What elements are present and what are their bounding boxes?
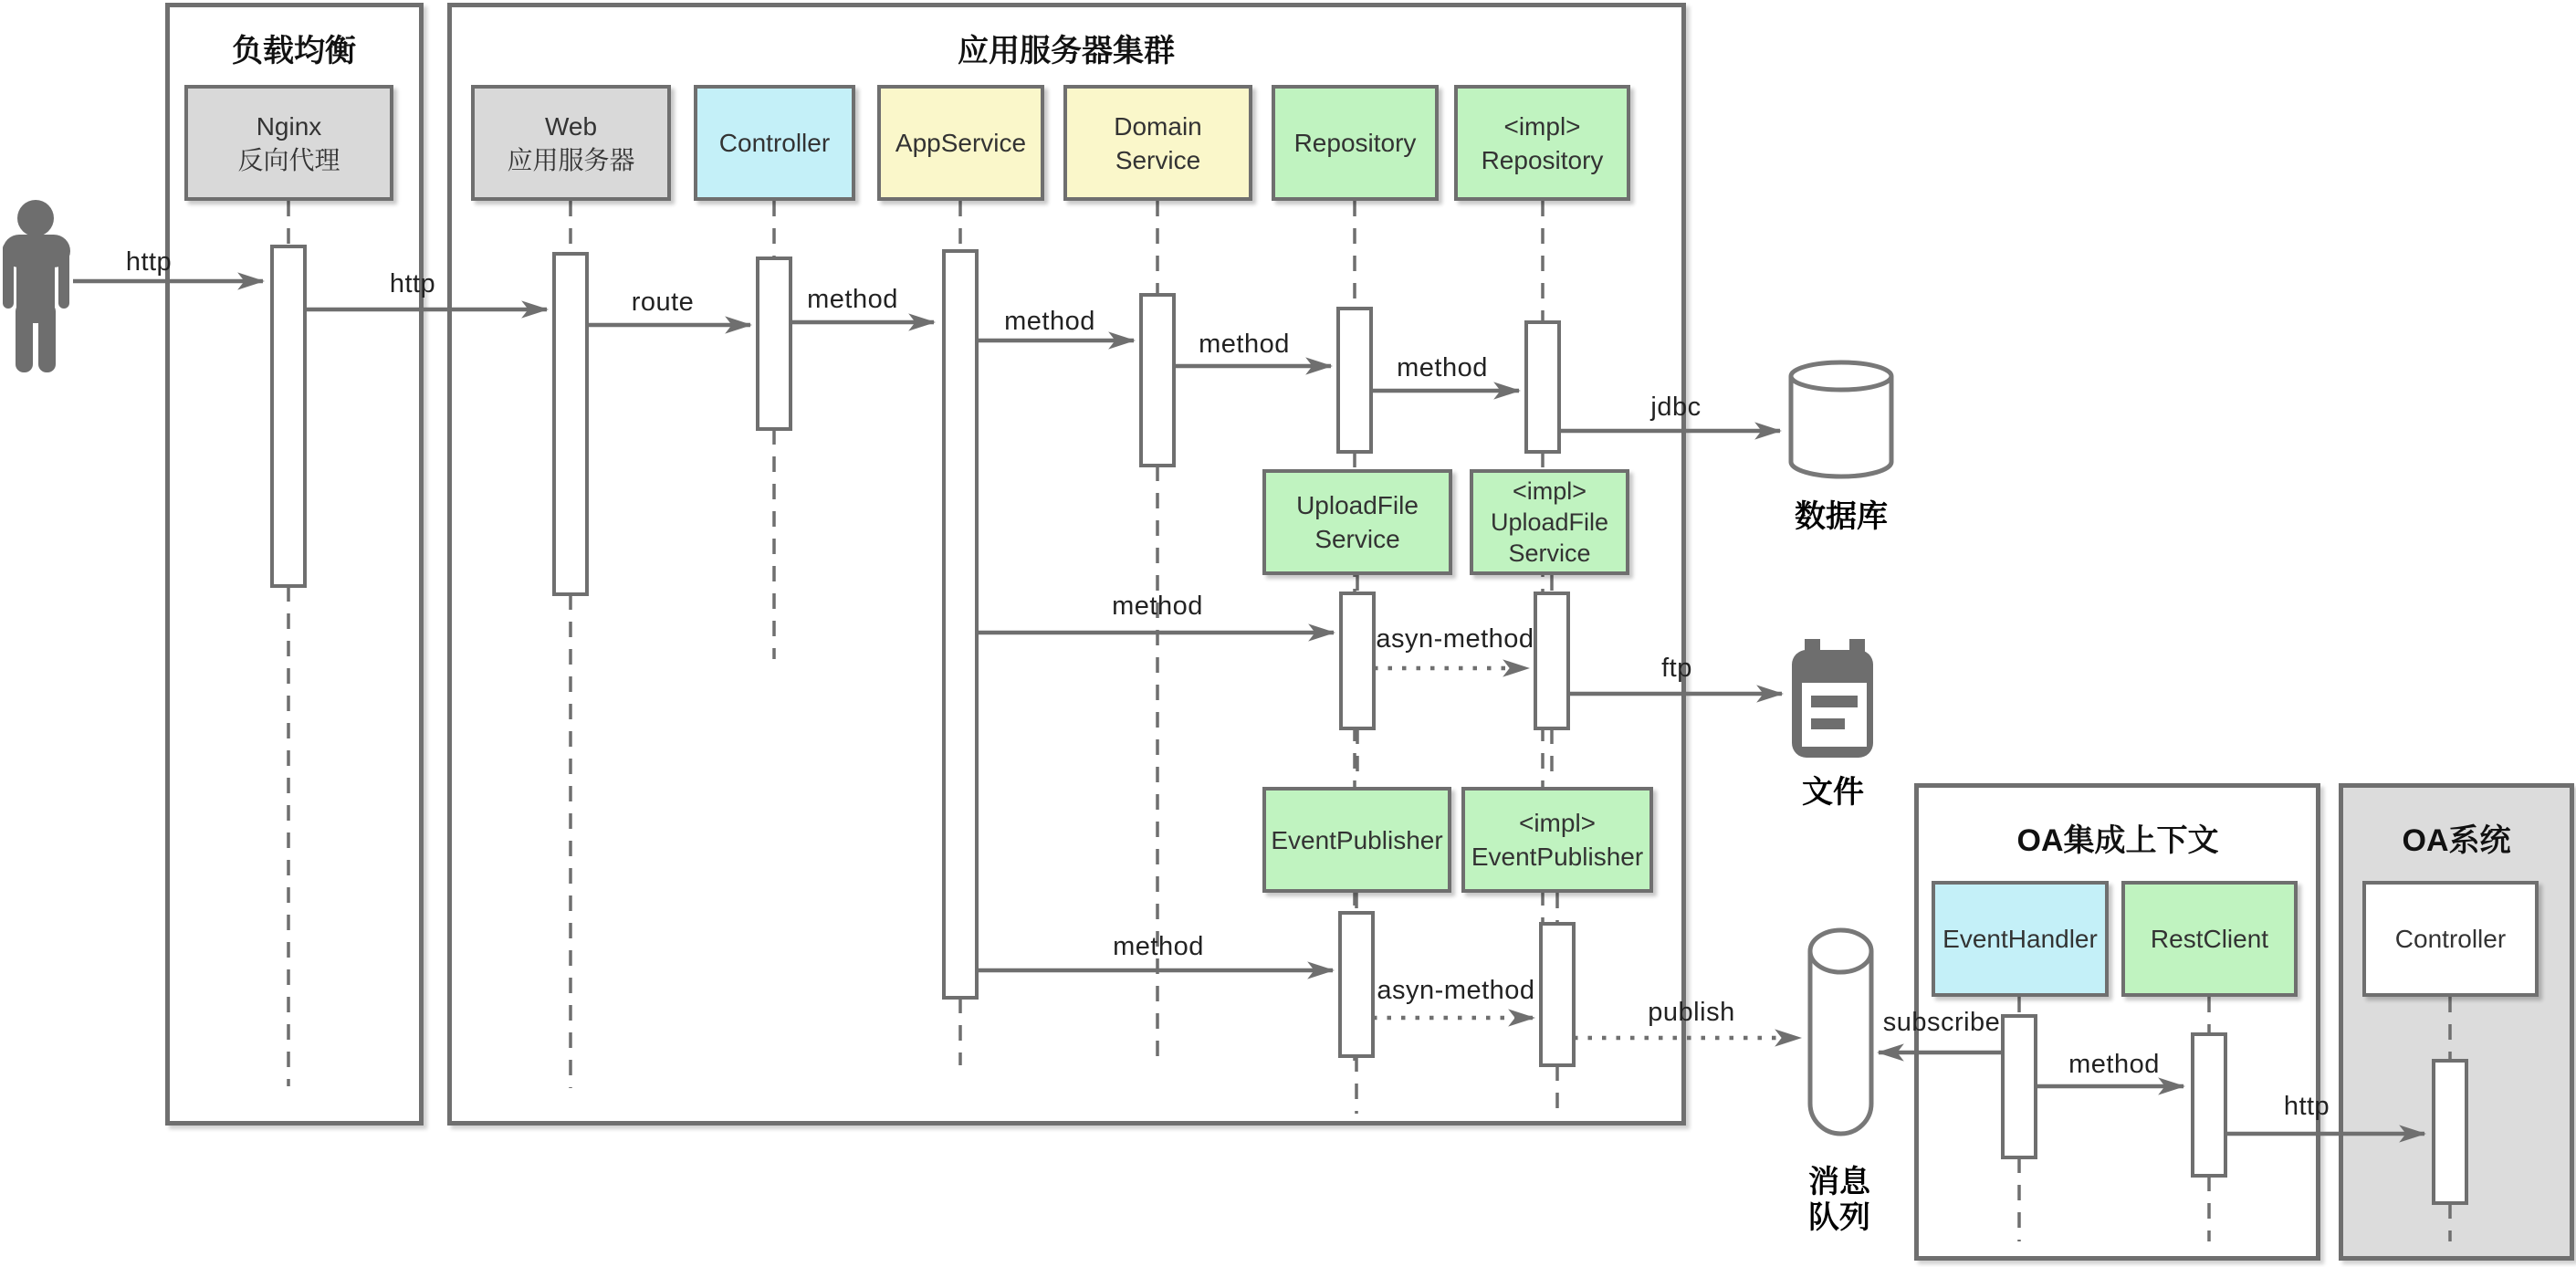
- frame-title-app-cluster: 应用服务器集群: [958, 34, 1175, 68]
- activation-repository: [1338, 309, 1371, 452]
- message-queue-label-line2: 队列: [1808, 1200, 1870, 1235]
- frame-title-oa-context: OA集成上下文: [2016, 823, 2219, 858]
- participant-oa-controller: [2362, 881, 2539, 997]
- activation-impl-eventpublisher: [1541, 924, 1574, 1065]
- database-label: 数据库: [1795, 499, 1888, 534]
- participant-impl-repository-line2: Repository: [1481, 145, 1604, 174]
- queue-cylinder-icon: [1810, 930, 1871, 1134]
- participant-impl-eventpublisher-line2: EventPublisher: [1471, 843, 1644, 871]
- activation-web: [554, 254, 587, 594]
- participant-repository-line1: Repository: [1293, 129, 1417, 157]
- message-label-ftp: ftp: [1661, 654, 1692, 683]
- participant-domain-service: [1063, 85, 1252, 201]
- activation-impl-repository: [1526, 322, 1559, 452]
- message-label-http-restclient-oa: http: [2283, 1092, 2330, 1121]
- activation-domain-service: [1141, 295, 1174, 466]
- participant-controller-line1: Controller: [718, 129, 831, 157]
- activation-impl-uploadfile: [1535, 593, 1568, 728]
- message-label-http-user-nginx: http: [125, 247, 173, 277]
- message-queue-label-line1: 消息: [1808, 1165, 1870, 1199]
- participant-eventhandler: [1932, 881, 2109, 997]
- participant-nginx: [184, 85, 393, 201]
- message-label-http-nginx-web: http: [389, 269, 436, 298]
- activation-controller: [758, 258, 791, 429]
- participant-eventpublisher-line1: EventPublisher: [1271, 825, 1443, 854]
- message-label-method-eventhandler-restclient: method: [2068, 1050, 2160, 1079]
- participant-eventpublisher: [1262, 787, 1451, 893]
- participant-uploadfile-line2: Service: [1314, 525, 1400, 553]
- participant-impl-uploadfile-line1: <impl>: [1512, 477, 1587, 505]
- participant-impl-eventpublisher-line1: <impl>: [1518, 809, 1597, 837]
- participant-repository: [1272, 85, 1439, 201]
- message-label-method-domain-repository: method: [1199, 330, 1290, 359]
- message-label-asyn-method-upload: asyn-method: [1376, 624, 1534, 654]
- message-label-route: route: [631, 288, 695, 317]
- participant-impl-uploadfile-service: [1470, 469, 1629, 575]
- participant-web-line1: Web: [544, 111, 598, 141]
- message-label-method-controller-appservice: method: [807, 285, 898, 314]
- activation-uploadfile: [1341, 593, 1374, 728]
- activation-eventhandler: [2003, 1016, 2036, 1157]
- participant-impl-uploadfile-line3: Service: [1508, 539, 1591, 567]
- frame-title-oa-system: OA系统: [2402, 823, 2511, 858]
- person-icon: [3, 200, 70, 372]
- participant-controller: [694, 85, 855, 201]
- activation-nginx: [272, 246, 305, 586]
- file-icon: [1792, 639, 1873, 758]
- participant-oa-controller-line1: Controller: [2394, 925, 2507, 953]
- message-arrows: [73, 281, 2424, 1134]
- message-label-method-appservice-domain: method: [1004, 307, 1095, 336]
- participant-domain-line1: Domain: [1114, 111, 1202, 141]
- message-label-method-appservice-uploadfile: method: [1112, 592, 1203, 621]
- participant-impl-repository: [1454, 85, 1630, 201]
- file-label: 文件: [1802, 775, 1864, 810]
- activation-appservice: [944, 251, 977, 998]
- participant-impl-eventpublisher: [1461, 787, 1653, 893]
- activation-restclient: [2193, 1034, 2225, 1176]
- database-cylinder-icon: [1791, 362, 1891, 476]
- participant-restclient-line1: RestClient: [2150, 925, 2269, 953]
- participant-eventhandler-line1: EventHandler: [1942, 925, 2098, 953]
- message-label-method-repository-impl: method: [1397, 353, 1488, 382]
- message-label-asyn-method-event: asyn-method: [1377, 976, 1535, 1005]
- participant-impl-repository-line1: <impl>: [1503, 111, 1581, 141]
- participant-nginx-line1: Nginx: [256, 111, 322, 141]
- frame-title-load-balancer: 负载均衡: [232, 34, 356, 68]
- activation-oa-controller: [2434, 1061, 2466, 1203]
- participant-uploadfile-service: [1262, 469, 1452, 575]
- participant-uploadfile-line1: UploadFile: [1296, 491, 1419, 519]
- participant-impl-uploadfile-line2: UploadFile: [1490, 508, 1609, 536]
- participant-restclient: [2121, 881, 2298, 997]
- participant-appservice: [877, 85, 1044, 201]
- participant-appservice-line1: AppService: [895, 129, 1027, 157]
- participant-web-server: [471, 85, 671, 201]
- participant-nginx-line2: 反向代理: [237, 145, 340, 174]
- message-label-jdbc: jdbc: [1650, 393, 1702, 422]
- message-label-method-appservice-eventpublisher: method: [1113, 932, 1204, 961]
- participant-web-line2: 应用服务器: [507, 145, 635, 174]
- message-label-subscribe: subscribe: [1882, 1008, 2001, 1037]
- message-label-publish: publish: [1648, 998, 1735, 1027]
- participant-domain-line2: Service: [1115, 145, 1201, 174]
- activation-eventpublisher: [1340, 913, 1373, 1056]
